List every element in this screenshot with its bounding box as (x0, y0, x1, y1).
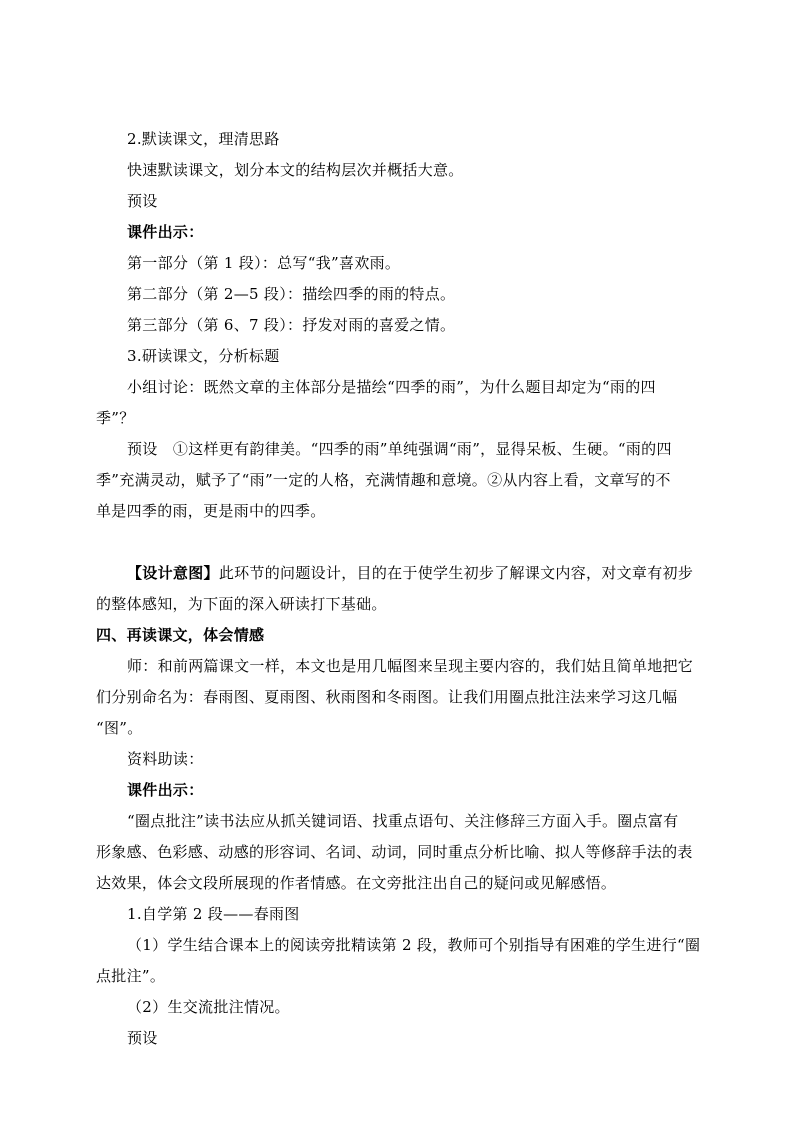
paragraph-line: 形象感、色彩感、动感的形容词、名词、动词，同时重点分析比喻、拟人等修辞手法的表 (96, 843, 693, 861)
paragraph-line: 预设 (127, 192, 158, 210)
paragraph-line: “图”。 (96, 719, 143, 737)
paragraph-line: 单是四季的雨，更是雨中的四季。 (96, 502, 326, 520)
subsection-heading: 1.自学第 2 段——春雨图 (127, 905, 300, 923)
paragraph-line: “圈点批注”读书法应从抓关键词语、找重点语句、关注修辞三方面入手。圈点富有 (127, 812, 679, 830)
paragraph-line: 师：和前两篇课文一样，本文也是用几幅图来呈现主要内容的，我们姑且简单地把它 (127, 657, 694, 675)
paragraph-line: 第二部分（第 2—5 段）：描绘四季的雨的特点。 (127, 285, 456, 303)
courseware-label: 课件出示： (127, 223, 204, 241)
paragraph-line: 季”充满灵动，赋予了“雨”一定的人格，充满情趣和意境。②从内容上看，文章写的不 (96, 471, 671, 489)
paragraph-line: 点批注”。 (96, 967, 166, 985)
section-heading-four: 四、再读课文，体会情感 (96, 626, 265, 644)
paragraph-line: 达效果，体会文段所展现的作者情感。在文旁批注出自己的疑问或见解感悟。 (96, 874, 617, 892)
paragraph-line: 第一部分（第 1 段）：总写“我”喜欢雨。 (127, 254, 401, 272)
design-intent-label: 【设计意图】 (127, 564, 219, 582)
design-intent-line: 【设计意图】此环节的问题设计，目的在于使学生初步了解课文内容，对文章有初步 (127, 564, 694, 582)
paragraph-line: 预设 (127, 1029, 158, 1047)
paragraph-line: （1）学生结合课本上的阅读旁批精读第 2 段，教师可个别指导有困难的学生进行“圈 (127, 936, 701, 954)
courseware-label: 课件出示： (127, 781, 204, 799)
paragraph-line: 小组讨论：既然文章的主体部分是描绘“四季的雨”，为什么题目却定为“雨的四 (127, 378, 656, 396)
paragraph-line: 快速默读课文，划分本文的结构层次并概括大意。 (127, 161, 464, 179)
paragraph-line: 的整体感知，为下面的深入研读打下基础。 (96, 595, 387, 613)
paragraph-line: 们分别命名为：春雨图、夏雨图、秋雨图和冬雨图。让我们用圈点批注法来学习这几幅 (96, 688, 678, 706)
paragraph-line: 资料助读： (127, 750, 204, 768)
paragraph-line: 预设 ①这样更有韵律美。“四季的雨”单纯强调“雨”，显得呆板、生硬。“雨的四 (127, 440, 672, 458)
section-heading-2: 2.默读课文，理清思路 (127, 130, 280, 148)
paragraph-line: 季”？ (96, 409, 135, 427)
section-heading-3: 3.研读课文，分析标题 (127, 347, 280, 365)
paragraph-line: （2）生交流批注情况。 (127, 998, 290, 1016)
paragraph-line: 第三部分（第 6、7 段）：抒发对雨的喜爱之情。 (127, 316, 456, 334)
